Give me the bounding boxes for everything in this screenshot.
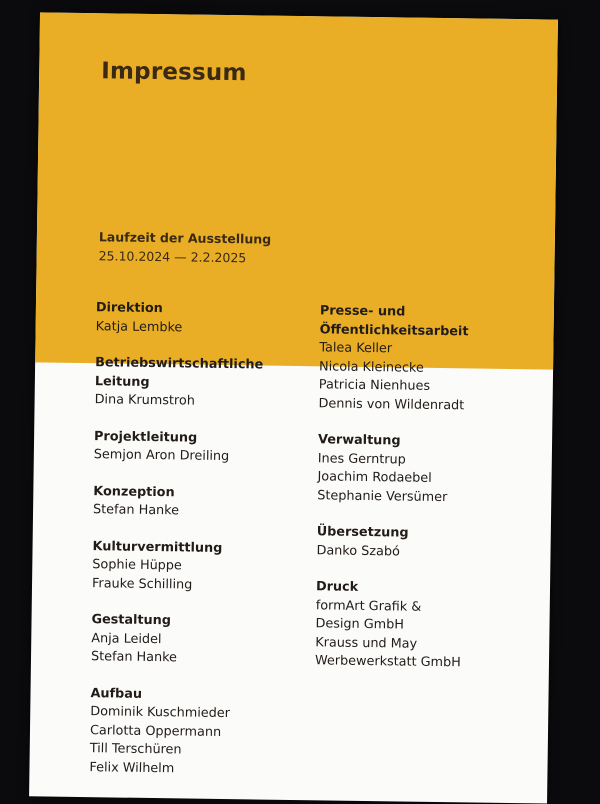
credit-name: Nicola Kleinecke xyxy=(319,358,424,376)
credit-name: Carlotta Oppermann xyxy=(89,722,222,740)
section-heading: Öffentlichkeitsarbeit xyxy=(319,321,469,339)
impressum-panel xyxy=(29,12,558,803)
credit-name: Dominik Kuschmieder xyxy=(90,704,231,722)
credit-name: Stephanie Versümer xyxy=(317,487,448,505)
credit-section xyxy=(96,299,311,339)
section-heading: Konzeption xyxy=(93,483,175,500)
credit-name: Joachim Rodaebel xyxy=(317,469,432,486)
credit-name: Stefan Hanke xyxy=(90,649,178,666)
credit-name: Frauke Schilling xyxy=(91,575,193,593)
credit-name: Felix Wilhelm xyxy=(89,759,175,776)
credits-column-left xyxy=(89,299,311,798)
runtime-heading: Laufzeit der Ausstellung xyxy=(98,229,272,247)
credit-section xyxy=(94,428,309,468)
runtime-dates: 25.10.2024 — 2.2.2025 xyxy=(98,248,247,266)
section-heading: Verwaltung xyxy=(317,432,401,449)
credit-name: Sophie Hüppe xyxy=(92,557,182,574)
credit-name: Till Terschüren xyxy=(89,741,182,758)
credit-name: Talea Keller xyxy=(319,340,393,357)
credit-name: Danko Szabó xyxy=(316,542,400,559)
credit-section xyxy=(315,578,531,673)
credit-section xyxy=(89,685,305,780)
credit-section xyxy=(317,431,533,508)
page-title: Impressum xyxy=(101,58,247,87)
credit-name: Stefan Hanke xyxy=(92,502,180,519)
section-heading: Übersetzung xyxy=(316,524,409,541)
credit-section xyxy=(94,354,310,412)
credit-name: Katja Lembke xyxy=(95,318,183,335)
credit-name: Werbewerkstatt GmbH xyxy=(314,653,461,671)
credit-section xyxy=(93,483,308,523)
section-heading: Aufbau xyxy=(90,685,143,702)
credit-name: Anja Leidel xyxy=(91,630,162,647)
section-heading: Druck xyxy=(315,579,359,595)
credits-column-right xyxy=(315,302,535,691)
runtime-block xyxy=(99,227,272,267)
credit-name: Patricia Nienhues xyxy=(318,377,431,394)
credit-name: formArt Grafik & xyxy=(315,597,422,615)
credit-name: Design GmbH xyxy=(315,616,405,633)
credit-name: Semjon Aron Dreiling xyxy=(93,447,230,465)
credit-section xyxy=(91,611,307,669)
section-heading: Leitung xyxy=(94,373,150,390)
credit-name: Dina Krumstroh xyxy=(94,392,195,409)
credit-name: Ines Gerntrup xyxy=(317,450,406,468)
credit-name: Krauss und May xyxy=(315,634,418,652)
section-heading: Presse- und xyxy=(319,303,406,320)
section-heading: Gestaltung xyxy=(91,612,172,629)
credit-name: Dennis von Wildenradt xyxy=(318,395,465,413)
section-heading: Direktion xyxy=(95,300,163,317)
credit-section xyxy=(318,302,535,416)
credit-section xyxy=(92,538,308,596)
credit-section xyxy=(316,523,531,563)
section-heading: Betriebswirtschaftliche xyxy=(95,355,264,373)
section-heading: Projektleitung xyxy=(94,428,198,446)
section-heading: Kulturvermittlung xyxy=(92,538,223,556)
